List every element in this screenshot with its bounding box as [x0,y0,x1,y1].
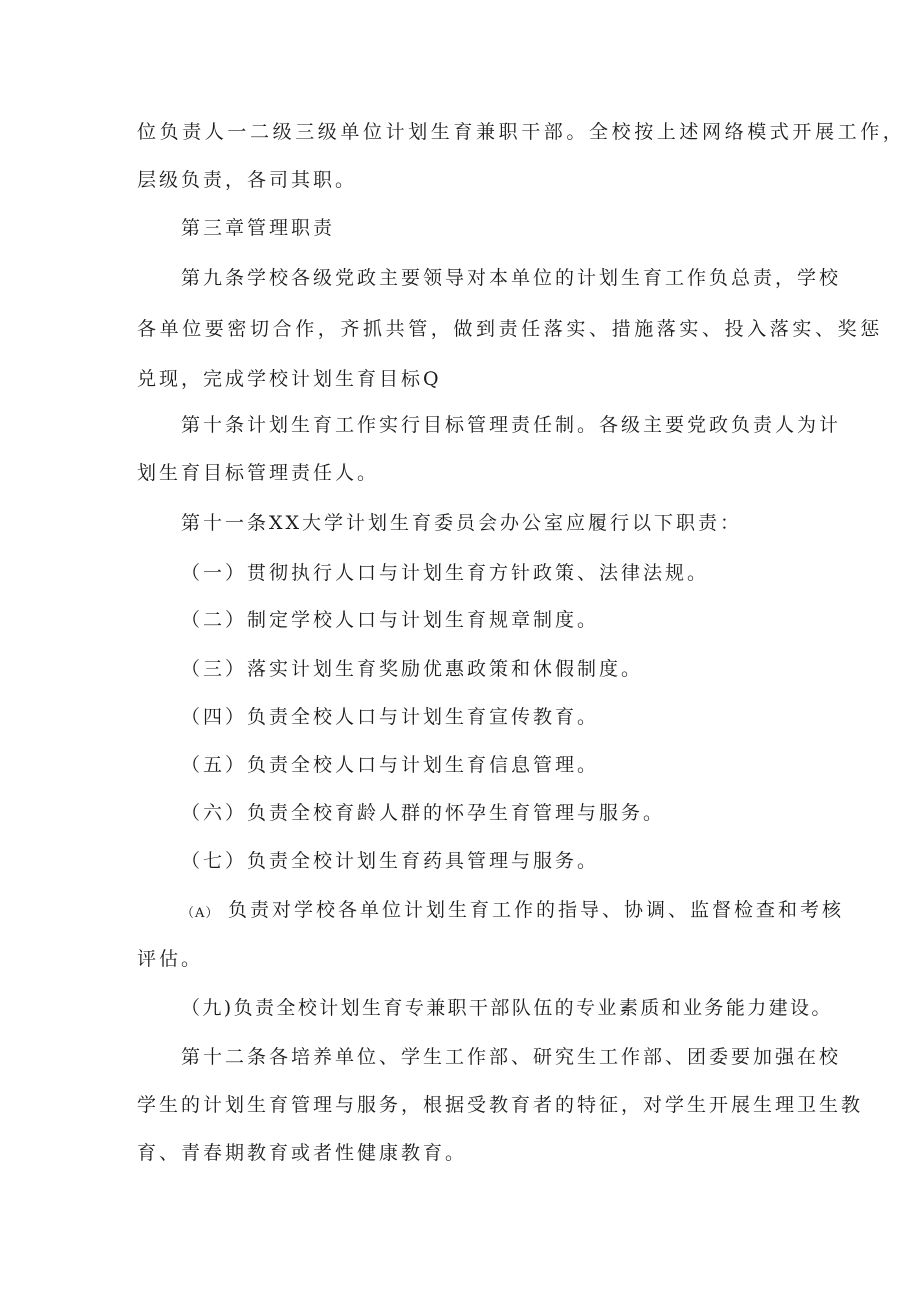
list-item: （一）贯彻执行人口与计划生育方针政策、法律法规。 [181,562,710,584]
text-line: 兑现，完成学校计划生育目标Q [137,368,442,390]
text-line: 位负责人一二级三级单位计划生育兼职干部。全校按上述网络模式开展工作， [137,121,906,143]
text-line: 育、青春期教育或者性健康教育。 [137,1142,468,1164]
list-item: （三）落实计划生育奖励优惠政策和休假制度。 [181,658,644,680]
list-item: （二）制定学校人口与计划生育规章制度。 [181,609,600,631]
list-item: （九)负责全校计划生育专兼职干部队伍的专业素质和业务能力建设。 [181,997,833,1019]
list-item-marker: （A） [181,906,220,921]
text-line: 第九条学校各级党政主要领导对本单位的计划生育工作负总责，学校 [181,267,842,289]
text-line: 第十条计划生育工作实行目标管理责任制。各级主要党政负责人为计 [181,414,842,436]
list-item: （六）负责全校育龄人群的怀孕生育管理与服务。 [181,802,666,824]
text-line: 学生的计划生育管理与服务，根据受教育者的特征，对学生开展生理卫生教 [137,1094,864,1116]
text-line: 第十二条各培养单位、学生工作部、研究生工作部、团委要加强在校 [181,1046,842,1068]
text-line: 层级负责，各司其职。 [137,169,358,191]
chapter-heading: 第三章管理职责 [181,217,336,239]
text-line: 第十一条XX大学计划生育委员会办公室应履行以下职责： [181,512,743,534]
text-line: 各单位要密切合作，齐抓共管，做到责任落实、措施落实、投入落实、奖惩 [137,318,883,340]
text-line: 评估。 [137,948,204,970]
text-line: 划生育目标管理责任人。 [137,462,380,484]
list-item: （五）负责全校人口与计划生育信息管理。 [181,754,600,776]
list-item: 负责对学校各单位计划生育工作的指导、协调、监督检查和考核 [228,899,845,921]
list-item: （四）负责全校人口与计划生育宣传教育。 [181,706,600,728]
list-item: （七）负责全校计划生育药具管理与服务。 [181,850,600,872]
